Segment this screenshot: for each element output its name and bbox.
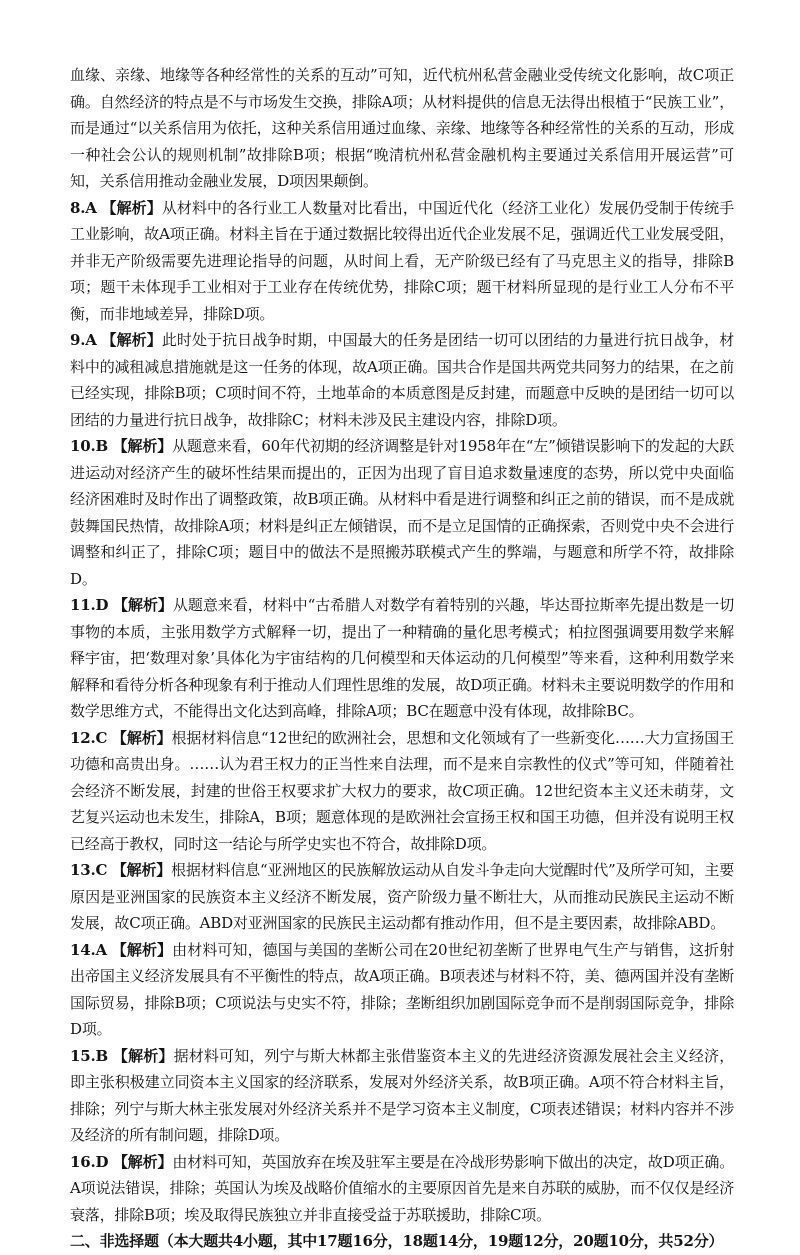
answer-16-tag: 【解析】 <box>112 1152 173 1171</box>
answer-11-tag: 【解析】 <box>113 596 173 614</box>
answer-12-tag: 【解析】 <box>111 728 172 747</box>
answer-14-tag: 【解析】 <box>111 940 173 959</box>
answer-12-number: 12.C <box>70 728 108 747</box>
answer-13 <box>70 857 734 937</box>
answer-14-text: 由材料可知，德国与美国的垄断公司在20世纪初垄断了世界电气生产与销售，这折射出帝国主义经济发展具有不平衡性的特点，故A项正确。B项表述与材料不符，美、德两国并没有垄断国际贸易，排除B项；C项说法与史实不符，排除；垄断组织加剧国际竞争而不是削弱国际竞争，排除D项。 <box>70 940 734 1038</box>
answer-9-tag: 【解析】 <box>101 331 162 349</box>
intro-paragraph: 血缘、亲缘、地缘等各种经常性的关系的互动”可知，近代杭州私营金融业受传统文化影响，故C项正确。自然经济的特点是不与市场发生交换，排除A项；从材料提供的信息无法得出根植于“民族工业”，而是通过“以关系信用为依托，这种关系信用通过血缘、亲缘、地缘等各种经常性的关系的互动，形成一种社会公认的规则机制”故排除B项；根据“晚清杭州私营金融机构主要通过关系信用开展运营”可知，关系信用推动金融业发展，D项因果颠倒。 <box>70 66 734 190</box>
answer-13-number: 13.C <box>70 861 108 879</box>
section-title-non-choice: 二、非选择题（本大题共4小题，其中17题16分，18题14分，19题12分，20题10分，共52分） <box>70 1232 724 1250</box>
answer-9-number: 9.A <box>70 331 97 349</box>
answer-11-text: 从题意来看，材料中“古希腊人对数学有着特别的兴趣，毕达哥拉斯率先提出数是一切事物的本质，主张用数学方式解释一切，提出了一种精确的量化思考模式；柏拉图强调要用数学来解释宇宙，把‘数理对象’具体化为宇宙结构的几何模型和天体运动的几何模型”等来看，这种利用数学来解释和看待分析各种现象有利于推动人们理性思维的发展，故D项正确。材料未主要说明数学的作用和数学思维方式，不能得出文化达到高峰，排除A项；BC在题意中没有体现，故排除BC。 <box>70 596 734 720</box>
answer-15-tag: 【解析】 <box>112 1046 174 1065</box>
answer-12 <box>70 725 734 858</box>
answer-9-text: 此时处于抗日战争时期，中国最大的任务是团结一切可以团结的力量进行抗日战争，材料中的减租减息措施就是这一任务的体现，故A项正确。国共合作是国共两党共同努力的结果，在之前已经实现，排除B项；C项时间不符，土地革命的本质意图是反封建，而题意中反映的是团结一切可以团结的力量进行抗日战争，故排除C；材料未涉及民主建设内容，排除D项。 <box>70 331 735 429</box>
answer-13-tag: 【解析】 <box>111 861 172 879</box>
answer-8-text: 从材料中的各行业工人数量对比看出，中国近代化（经济工业化）发展仍受制于传统手工业影响，故A项正确。材料主旨在于通过数据比较得出近代企业发展不足，强调近代工业发展受阻，并非无产阶级需要先进理论指导的问题，从时间上看，无产阶级已经有了马克思主义的指导，排除B项；题干未体现手工业相对于工业存在传统优势，排除C项；题干材料所显现的是行业工人分布不平衡，而非地域差异，排除D项。 <box>70 198 735 323</box>
answer-key-page <box>70 62 734 1255</box>
answer-15-text: 据材料可知，列宁与斯大林都主张借鉴资本主义的先进经济资源发展社会主义经济，即主张积极建立同资本主义国家的经济联系，发展对外经济关系，故B项正确。A项不符合材料主旨，排除；列宁与斯大林主张发展对外经济关系并不是学习资本主义制度，C项表述错误；材料内容并不涉及经济的所有制问题，排除D项。 <box>70 1046 735 1144</box>
answer-10-tag: 【解析】 <box>112 437 173 455</box>
answer-12-text: 根据材料信息“12世纪的欧洲社会，思想和文化领域有了一些新变化……大力宣扬国王功德和高贵出身。……认为君王权力的正当性来自法理，而不是来自宗教性的仪式”等可知，伴随着社会经济不断发展，封建的世俗王权要求扩大权力的要求，故C项正确。12世纪资本主义还未萌芽，文艺复兴运动也未发生，排除A，B项；题意体现的是欧洲社会宣扬王权和国王功德，但并没有说明王权已经高于教权，同时这一结论与所学史实也不符合，故排除D项。 <box>70 728 734 853</box>
answer-10-number: 10.B <box>70 437 108 455</box>
answer-15 <box>70 1043 734 1149</box>
answer-8 <box>70 195 734 328</box>
answer-9 <box>70 327 734 433</box>
answer-16 <box>70 1149 734 1229</box>
answer-14 <box>70 937 734 1043</box>
answer-15-number: 15.B <box>70 1046 108 1065</box>
answer-8-tag: 【解析】 <box>101 198 162 217</box>
answer-10 <box>70 433 734 592</box>
answer-16-number: 16.D <box>70 1152 109 1171</box>
answer-11-number: 11.D <box>70 596 109 614</box>
answer-14-number: 14.A <box>70 940 107 959</box>
answer-11 <box>70 592 734 725</box>
answer-16-text: 由材料可知，英国放弃在埃及驻军主要是在冷战形势影响下做出的决定，故D项正确。A项说法错误，排除；英国认为埃及战略价值缩水的主要原因首先是来自苏联的威胁，而不仅仅是经济衰落，排除B项；埃及取得民族独立并非直接受益于苏联援助，排除C项。 <box>70 1152 734 1224</box>
answer-10-text: 从题意来看，60年代初期的经济调整是针对1958年在“左”倾错误影响下的发起的大跃进运动对经济产生的破坏性结果而提出的，正因为出现了盲目追求数量速度的态势，所以党中央面临经济困难时及时作出了调整政策，故B项正确。从材料中看是进行调整和纠正之前的错误，而不是成就鼓舞国民热情，故排除A项；材料是纠正左倾错误，而不是立足国情的正确探索，否则党中央不会进行调整和纠正了，排除C项；题目中的做法不是照搬苏联模式产生的弊端，与题意和所学不符，故排除D。 <box>70 437 734 588</box>
answer-13-text: 根据材料信息“亚洲地区的民族解放运动从自发斗争走向大觉醒时代”及所学可知，主要原因是亚洲国家的民族资本主义经济不断发展，资产阶级力量不断壮大，从而推动民族民主运动不断发展，故C项正确。ABD对亚洲国家的民族民主运动都有推动作用，但不是主要因素，故排除ABD。 <box>70 861 734 932</box>
answer-8-number: 8.A <box>70 198 97 217</box>
